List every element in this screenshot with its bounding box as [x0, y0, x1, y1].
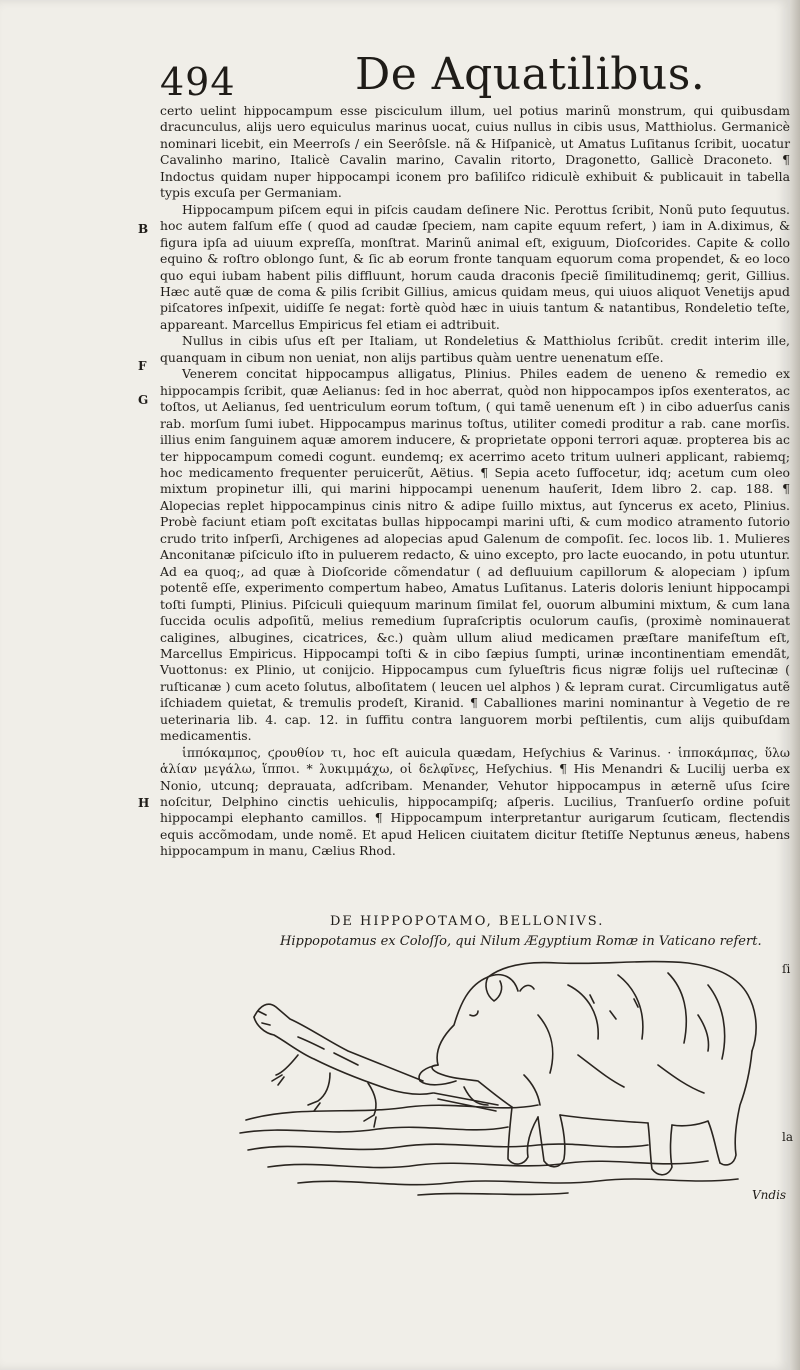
side-mark-bottom: la [782, 1130, 793, 1144]
margin-letter-b: B [138, 222, 149, 236]
paragraph-4: Venerem concitat hippocampus alligatus, Plinius. Philes eadem de ueneno & remedio ex hippocampis ſcribit, quæ Aelianus: ſed in hoc aberrat, quòd non hippocampos ipſos exenteratos, ac toſtos, ut Aelianus, ſed uentriculum eorum toſtum, ( qui tamẽ uenenum eſt ) in cibo aduerſus canis rab. morſum ſumi iubet. Hippocampus marinus toſtus, utiliter comedi proditur a rab. cane morſis. illius enim ſanguinem aquæ amorem inducere, & proprietate opponi terrori aquæ. propterea bis ac ter hippocampum comedi cogunt. eundemq; ex acerrimo aceto tritum uulneri applicant, rabiemq; hoc medicamento frequenter peruicerũt, Aëtius. ¶ Sepia aceto ſuffocetur, idq; acetum cum oleo mixtum propinetur illi, qui marini hippocampi uenenum hauſerit, Idem libro 2. cap. 188. ¶ Alopecias replet hippocampinus cinis nitro & adipe ſuillo mixtus, aut ſyncerus ex aceto, Plinius. Probè faciunt etiam poſt excitatas bullas hippocampi marini uſti, & cum modico atramento ſutorio crudo trito inſperſi, Archigenes ad alopecias apud Galenum de compoſit. ſec. locos lib. 1. Mulieres Anconitanæ piſciculo iſto in puluerem redacto, & uino excepto, pro lacte euocando, in potu utuntur. Ad ea quoq;, ad quæ à Dioſcoride cõmendatur ( ad defluuium capillorum & alopeciam ) ipſum potentẽ eſſe, experimento compertum habeo, Amatus Luſitanus. Lateris doloris leniunt hippocampi toſti ſumpti, Plinius. Piſciculi quiequum marinum ſimilat fel, ouorum albumini mixtum, & cum lana ſuccida oculis adpoſitũ, melius remedium ſupraſcriptis oculorum cauſis, (proximè nominauerat caligines, albugines, cicatrices, &c.) quàm ullum aliud medicamen præſtare manifeſtum eſt, Marcellus Empiricus. Hippocampi toſti & in cibo ſæpius ſumpti, urinæ incontinentiam emendãt, Vuottonus: ex Plinio, ut conijcio. Hippocampus cum ſylueſtris ficus nigræ folijs uel ruſtecinæ ( ruſticanæ ) cum aceto ſolutus, alboſitatem ( leucen uel alphos ) & lepram curat. Circumligatus autẽ iſchiadem quietat, & tremulis prodeſt, Kiranid. ¶ Caballiones marini nominantur à Vegetio de re ueterinaria lib. 4. cap. 12. in ſuffitu contra languorem morbi peſtilentis, cum alijs quibuſdam medicamentis. [160, 366, 790, 744]
illustration-heading: DE HIPPOPOTAMO, BELLONIVS. [330, 914, 605, 929]
paragraph-5: ἱππόκαμπος, ϛρουθίον τι, hoc eſt auicula quædam, Heſychius & Varinus. · ἱπποκάμπας, ὕλω ἁλίαν μεγάλω, ἵπποι. * λυκιμμάχω, οἱ δελφῖνες, Heſychius. ¶ His Menandri & Lucilij uerba ex Nonio, utcunq; deprauata, adſcribam. Menander, Vehutor hippocampus in æternẽ uſus ſcire noſcitur, Delphino cinctis uehiculis, hippocampiſq; aſperis. Lucilius, Tranſuerſo ordine poſuit hippocampi elephanto camillos. ¶ Hippocampum interpretantur aurigarum ſcuticam, flectendis equis accõmodam, unde nomẽ. Et apud Helicen ciuitatem dicitur ſtetiſſe Neptunus æneus, habens hippocampum in manu, Cælius Rhod. [160, 744, 790, 859]
hippopotamus-woodcut [238, 955, 778, 1200]
margin-letter-f: F [138, 359, 147, 373]
margin-letter-h: H [138, 796, 150, 810]
page-edge [790, 0, 800, 1370]
paragraph-1: certo uelint hippocampum esse pisciculum illum, uel potius marinũ monstrum, qui quibusdam dracunculus, alijs uero equiculus marinus uocat, cuius nullus in cibis usus, Matthiolus. Germanicè nominari licebit, ein Meerroſs / ein Seerôſsle. nã & Hiſpanicè, ut Amatus Luſitanus ſcribit, uocatur Cavalinho marino, Italicè Cavalin marino, Cavalin ritorto, Dragonetto, Gallicè Draconeto. ¶ Indoctus quidam nuper hippocampi iconem pro baſiliſco ridiculè exhibuit & publicauit in tabella typis excuſa per Germaniam. [160, 103, 790, 201]
illustration-label: Vndis [752, 1188, 787, 1202]
page-number: 494 [160, 60, 236, 104]
side-mark-top: ſi [782, 962, 791, 976]
running-title: De Aquatilibus. [355, 49, 706, 100]
illustration-caption: Hippopotamus ex Coloſſo, qui Nilum Ægyptium Romæ in Vaticano refert. [280, 934, 762, 949]
woodcut-illustration [238, 955, 778, 1200]
body-text [160, 103, 790, 860]
paragraph-2: Hippocampum piſcem equi in piſcis caudam deſinere Nic. Perottus ſcribit, Nonũ puto ſequutus. hoc autem falſum eſſe ( quod ad caudæ ſpeciem, nam capite equum refert, ) iam in A.diximus, & figura ipſa ad uiuum expreſſa, monſtrat. Marinũ animal eſt, exiguum, Dioſcorides. Capite & collo equino & roſtro oblongo ſunt, & ſic ab eorum fronte tanquam equorum coma propendet, & eo loco quo equi iubam habent pilis diffluunt, horum cauda draconis ſpeciẽ ſimilitudinemq; gerit, Gillius. Hæc autẽ quæ de coma & pilis ſcribit Gillius, amicus quidam meus, qui uiuos aliquot Venetijs apud piſcatores inſpexit, uidiſſe ſe negat: fortè quòd hæc in uiuis tantum & natantibus, Rondeletio teſte, appareant. Marcellus Empiricus fel etiam ei adtribuit. [160, 201, 790, 332]
margin-letter-g: G [138, 393, 149, 407]
paragraph-3: Nullus in cibis uſus eſt per Italiam, ut Rondeletius & Matthiolus ſcribũt. credit interim ille, quanquam in cibum non ueniat, non alijs partibus quàm uentre uenenatum eſſe. [160, 333, 790, 365]
